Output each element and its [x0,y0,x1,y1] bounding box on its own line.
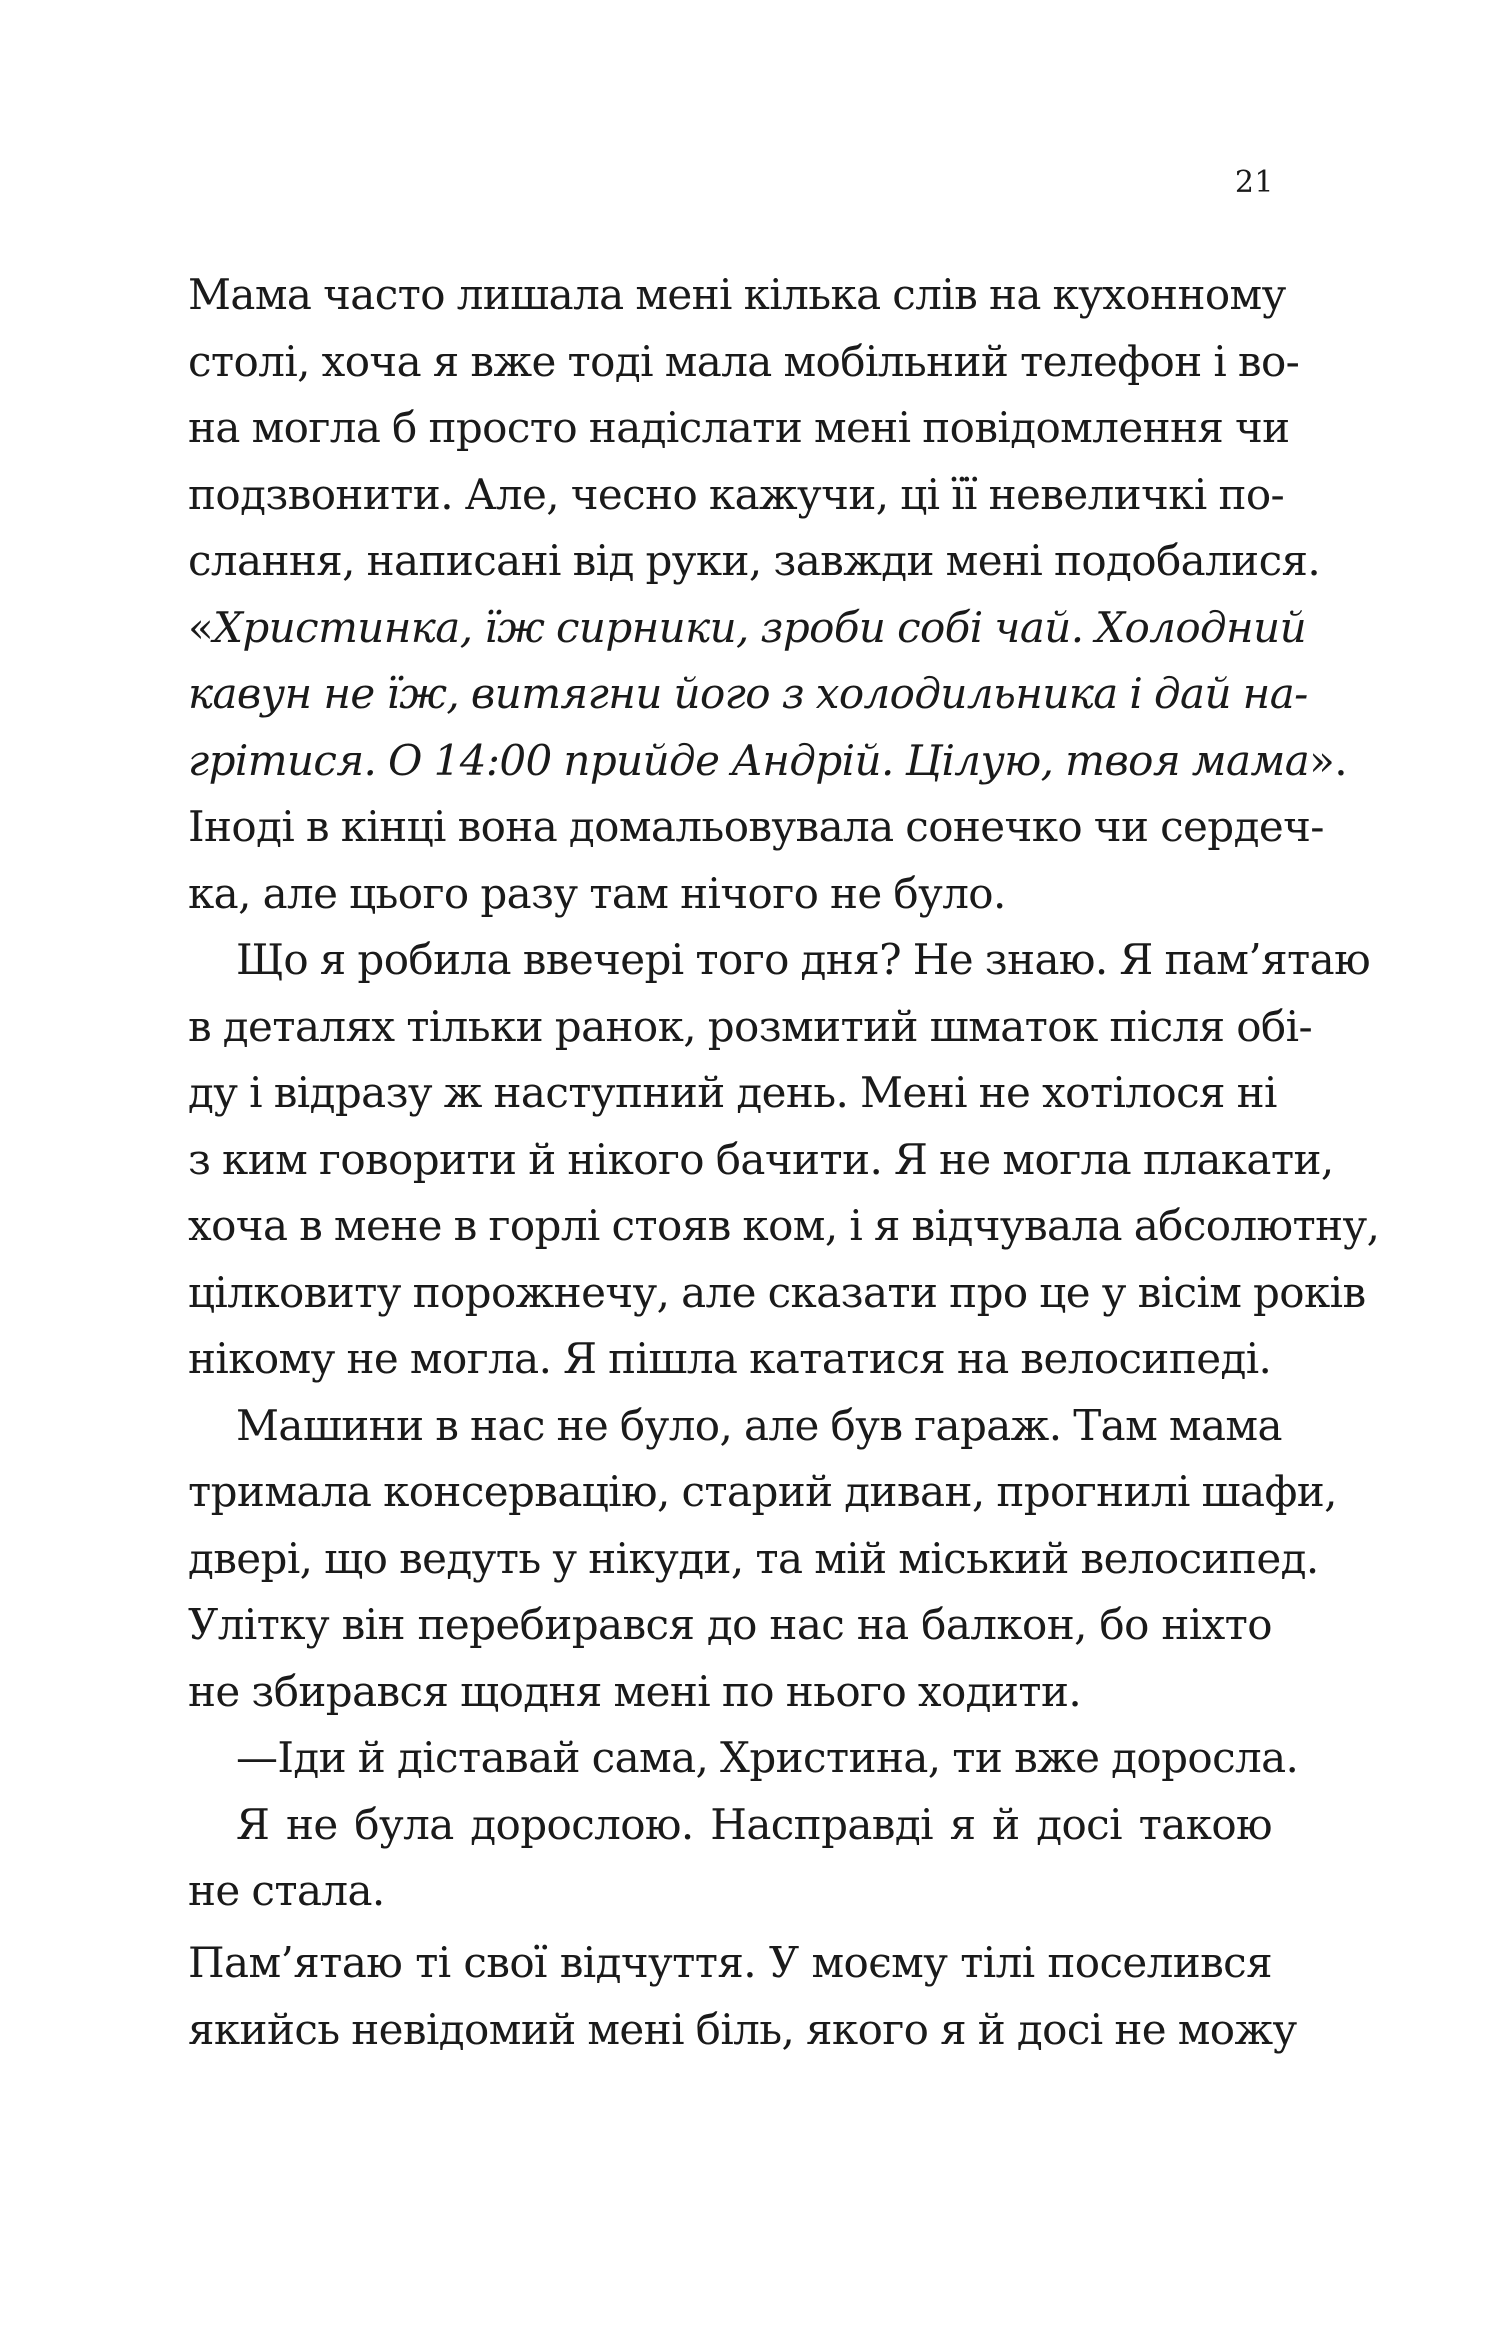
text-block-next-section [188,1930,1297,2063]
text-line: з ким говорити й нікого бачити. Я не могла плакати, [188,1134,1334,1184]
text-line: Мама часто лишала мені кілька слів на кухонному [188,270,1286,319]
quote-text: грітися. О 14:00 прийде Андрій. Цілую, твоя мама [188,735,1310,785]
text-block-main [188,262,1380,1925]
text-line: Улітку він перебирався до нас на балкон, бо ніхто [188,1600,1272,1649]
text-line: Що я робила ввечері того дня? Не знаю. Я пам’ятаю [236,935,1371,984]
text-line: слання, написані від руки, завжди мені подобалися. [188,536,1321,585]
text-line: подзвонити. Але, чесно кажучи, ці її невеличкі по- [188,469,1285,519]
dialogue-line: —Іди й діставай сама, Христина, ти вже доросла. [236,1733,1299,1782]
text-line: столі, хоча я вже тоді мала мобільний телефон і во- [188,336,1300,386]
text-line: не стала. [188,1866,385,1915]
text-line: не збирався щодня мені по нього ходити. [188,1666,1082,1716]
text-line: нікому не могла. Я пішла кататися на велосипеді. [188,1334,1272,1383]
text-line: ка, але цього разу там нічого не було. [188,868,1006,918]
text-line-quote [188,595,1307,662]
text-line: на могла б просто надіслати мені повідомлення чи [188,403,1290,452]
page-number: 21 [1234,165,1274,200]
text-line: цілковиту порожнечу, але сказати про це у вісім років [188,1267,1366,1317]
text-line: ду і відразу ж наступний день. Мені не хотілося ні [188,1068,1277,1117]
text-line: Машини в нас не було, але був гараж. Там мама [236,1400,1282,1450]
text-line: Пам’ятаю ті свої відчуття. У моєму тілі поселився [188,1938,1272,1987]
text-line: двері, що ведуть у нікуди, та мій міський велосипед. [188,1533,1319,1583]
quote-text: кавун не їж, витягни його з холодильника і дай на- [188,669,1308,718]
quote-open-mark: « [188,602,214,652]
text-line-quote [188,661,1308,728]
quote-close-mark: ». [1309,735,1347,785]
paragraph-5 [188,1792,1272,1925]
text-line-quote [188,728,1347,795]
paragraph-2 [188,927,1380,1393]
quote-text: Христинка, їж сирники, зроби собі чай. Холодний [213,602,1307,652]
paragraph-6 [188,1930,1297,2063]
paragraph-1 [188,262,1347,927]
text-line: хоча в мене в горлі стояв ком, і я відчувала абсолютну, [188,1201,1380,1250]
text-line: в деталях тільки ранок, розмитий шматок після обі- [188,1001,1313,1051]
text-line: Іноді в кінці вона домальовувала сонечко чи сердеч- [188,802,1324,851]
text-line: якийсь невідомий мені біль, якого я й досі не можу [188,2004,1297,2054]
paragraph-dialogue [188,1725,1299,1792]
paragraph-3 [188,1393,1337,1726]
text-line: тримала консервацію, старий диван, прогнилі шафи, [188,1467,1337,1516]
text-line: Я не була дорослою. Насправді я й досі такою [236,1799,1272,1849]
